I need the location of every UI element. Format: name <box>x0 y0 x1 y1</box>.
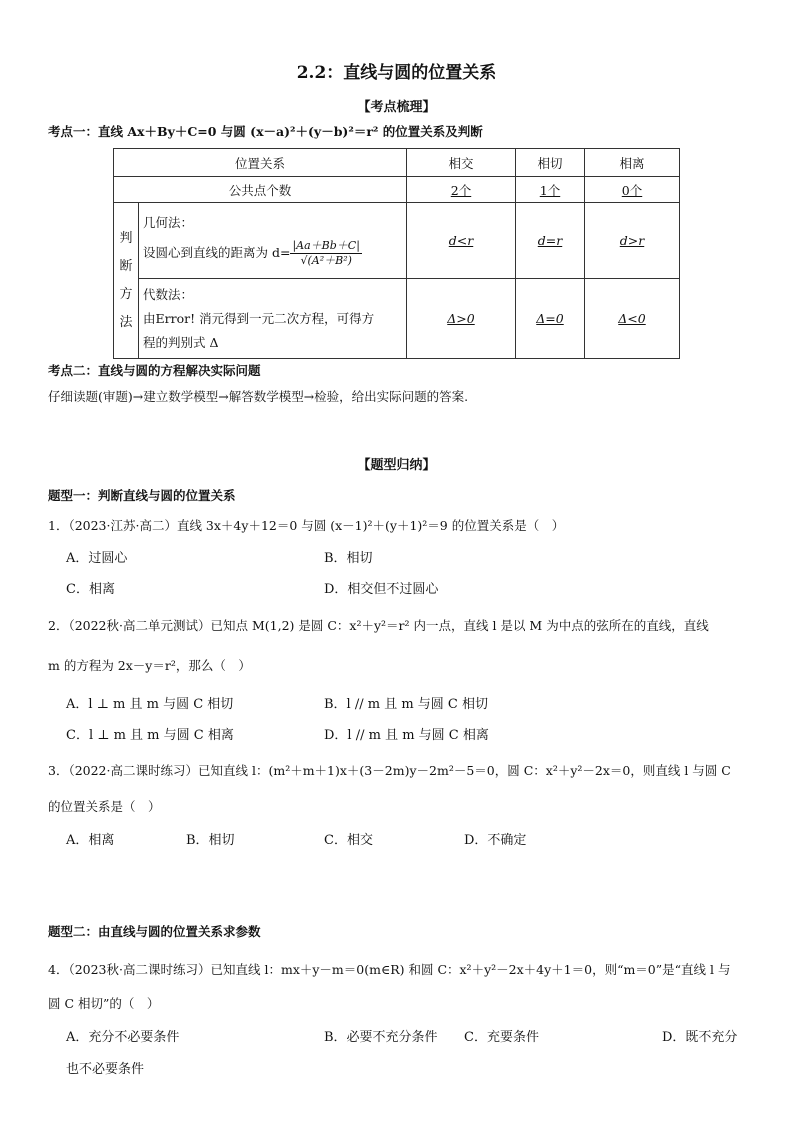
q2-option-b: B．l // m 且 m 与圆 C 相切 <box>324 697 488 712</box>
alg-cond-intersect: Δ>0 <box>407 279 516 359</box>
question-2-line-2: m 的方程为 2x－y＝r²，那么（ ） <box>48 658 251 673</box>
q2-option-d: D．l // m 且 m 与圆 C 相离 <box>324 728 489 743</box>
kaodian-2-heading: 考点二：直线与圆的方程解决实际问题 <box>48 363 261 378</box>
geo-cond-separate: d>r <box>585 203 680 279</box>
table-points-intersect: 2个 <box>407 177 516 203</box>
q2-option-a: A．l ⊥ m 且 m 与圆 C 相切 <box>66 697 234 712</box>
question-1: 1．（2023·江苏·高二）直线 3x＋4y＋12＝0 与圆 (x－1)²＋(y＋1)²＝9 的位置关系是（ ） <box>48 518 565 533</box>
table-points-separate: 0个 <box>585 177 680 203</box>
section-heading-kaodian: 【考点梳理】 <box>357 100 436 115</box>
table-algebraic-method <box>139 279 407 359</box>
kaodian-1-heading: 考点一：直线 Ax＋By＋C=0 与圆 (x－a)²＋(y－b)²＝r² 的位置关系及判断 <box>48 124 483 139</box>
table-geometric-method <box>139 203 407 279</box>
q4-option-a: A．充分不必要条件 <box>66 1030 180 1045</box>
section-heading-tixing: 【题型归纳】 <box>357 458 436 473</box>
q4-option-b: B．必要不充分条件 <box>324 1030 438 1045</box>
q3-option-d: D．不确定 <box>464 833 527 848</box>
alg-label: 代数法： <box>143 286 194 302</box>
distance-fraction: $\frac{|Aa+Bb+C|}{\text{√(A²＋B²)}}$ <box>292 239 360 267</box>
alg-text-2: 程的判别式 Δ <box>143 334 219 350</box>
question-3-line-1: 3．（2022·高二课时练习）已知直线 l：(m²＋m＋1)x＋(3－2m)y－2m²－5＝0，圆 C：x²＋y²－2x＝0，则直线 l 与圆 C <box>48 763 731 778</box>
table-header-tangent: 相切 <box>516 149 585 177</box>
page-title: 2.2：直线与圆的位置关系 <box>296 63 497 83</box>
table-points-label: 公共点个数 <box>114 177 407 203</box>
q3-option-b: B．相切 <box>186 833 235 848</box>
type-1-heading: 题型一：判断直线与圆的位置关系 <box>48 488 236 503</box>
question-4-line-1: 4．（2023秋·高二课时练习）已知直线 l：mx＋y－m＝0(m∈R) 和圆 C：x²＋y²－2x＋4y＋1＝0，则“m＝0”是“直线 l 与 <box>48 962 731 977</box>
q3-option-c: C．相交 <box>324 833 373 848</box>
question-2-line-1: 2．（2022秋·高二单元测试）已知点 M(1,2) 是圆 C：x²＋y²＝r² 内一点，直线 l 是以 M 为中点的弦所在的直线，直线 <box>48 618 709 633</box>
type-2-heading: 题型二：由直线与圆的位置关系求参数 <box>48 924 261 939</box>
table-header-intersect: 相交 <box>407 149 516 177</box>
q4-option-d-continued: 也不必要条件 <box>66 1062 145 1077</box>
q2-option-c: C．l ⊥ m 且 m 与圆 C 相离 <box>66 728 234 743</box>
q1-option-d: D．相交但不过圆心 <box>324 582 439 597</box>
q4-option-c: C．充要条件 <box>464 1030 539 1045</box>
alg-text-1: 由Error! 消元得到一元二次方程，可得方 <box>143 310 375 326</box>
alg-cond-separate: Δ<0 <box>585 279 680 359</box>
q4-option-d: D．既不充分 <box>662 1030 738 1045</box>
table-header-relation: 位置关系 <box>114 149 407 177</box>
geo-cond-intersect: d<r <box>407 203 516 279</box>
position-relation-table <box>113 148 680 359</box>
geo-text: 设圆心到直线的距离为 d= <box>143 245 291 260</box>
q1-option-b: B．相切 <box>324 551 373 566</box>
q1-option-c: C．相离 <box>66 582 115 597</box>
table-header-separate: 相离 <box>585 149 680 177</box>
table-side-label: 判 断 方 法 <box>114 203 139 359</box>
q1-option-a: A．过圆心 <box>66 551 128 566</box>
kaodian-2-text: 仔细读题(审题)→建立数学模型→解答数学模型→检验，给出实际问题的答案. <box>48 389 469 404</box>
question-3-line-2: 的位置关系是（ ） <box>48 799 161 814</box>
geo-cond-tangent: d=r <box>516 203 585 279</box>
geo-label: 几何法： <box>143 215 194 230</box>
table-points-tangent: 1个 <box>516 177 585 203</box>
q3-option-a: A．相离 <box>66 833 115 848</box>
alg-cond-tangent: Δ=0 <box>516 279 585 359</box>
question-4-line-2: 圆 C 相切”的（ ） <box>48 996 160 1011</box>
